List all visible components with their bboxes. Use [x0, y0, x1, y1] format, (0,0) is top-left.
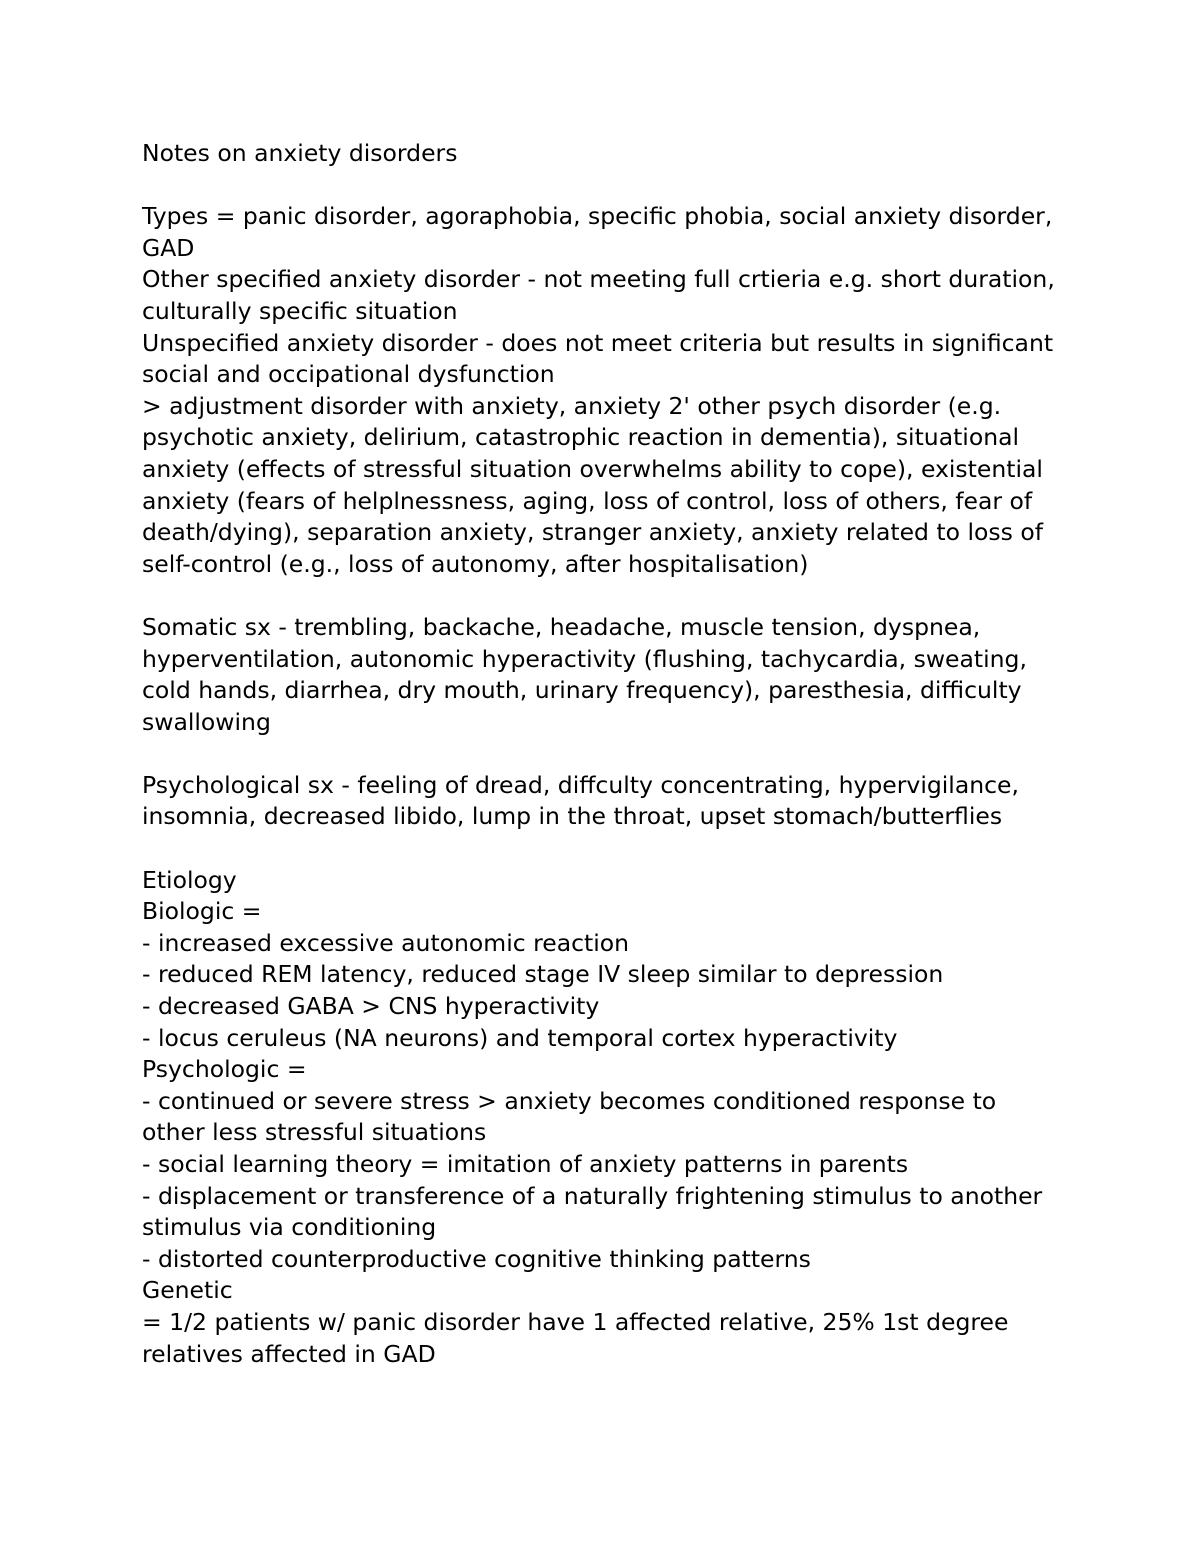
list-item: - distorted counterproductive cognitive thinking patterns — [142, 1244, 811, 1273]
text-line: stimulus via conditioning — [142, 1213, 437, 1242]
list-item: - displacement or transference of a naturally frightening stimulus to another — [142, 1181, 1043, 1210]
list-item: - reduced REM latency, reduced stage IV sleep similar to depression — [142, 960, 944, 989]
list-item: - social learning theory = imitation of anxiety patterns in parents — [142, 1150, 909, 1178]
list-item: - locus ceruleus (NA neurons) and temporal cortex hyperactivity — [142, 1023, 898, 1052]
document-page — [142, 138, 1102, 1370]
psychological-section — [142, 770, 1102, 833]
list-item: - increased excessive autonomic reaction — [142, 928, 630, 957]
text-line: death/dying), separation anxiety, stranger anxiety, anxiety related to loss of — [142, 518, 1044, 547]
text-line: = 1/2 patients w/ panic disorder have 1 affected relative, 25% 1st degree — [142, 1307, 1009, 1336]
text-line: anxiety (effects of stressful situation overwhelms ability to cope), existential — [142, 454, 1043, 483]
etiology-section — [142, 865, 1102, 1371]
text-line: swallowing — [142, 707, 271, 736]
blank-line — [142, 170, 1102, 202]
text-line: self-control (e.g., loss of autonomy, after hospitalisation) — [142, 549, 809, 578]
blank-line — [142, 580, 1102, 612]
blank-line — [142, 738, 1102, 770]
section-heading: Etiology — [142, 865, 237, 894]
types-section — [142, 201, 1102, 580]
blank-line — [142, 833, 1102, 865]
subheading: Genetic — [142, 1276, 233, 1305]
text-line: culturally specific situation — [142, 296, 458, 325]
text-line: insomnia, decreased libido, lump in the throat, upset stomach/butterflies — [142, 802, 1003, 831]
list-item: - continued or severe stress > anxiety becomes conditioned response to — [142, 1086, 997, 1115]
somatic-section — [142, 612, 1102, 738]
subheading: Biologic = — [142, 897, 262, 926]
text-line: psychotic anxiety, delirium, catastrophic reaction in dementia), situational — [142, 423, 1020, 452]
list-item: - decreased GABA > CNS hyperactivity — [142, 992, 600, 1021]
text-line: hyperventilation, autonomic hyperactivity (flushing, tachycardia, sweating, — [142, 644, 1027, 673]
text-line: cold hands, diarrhea, dry mouth, urinary frequency), paresthesia, difficulty — [142, 676, 1022, 705]
text-line: Somatic sx - trembling, backache, headache, muscle tension, dyspnea, — [142, 612, 981, 641]
text-line: other less stressful situations — [142, 1118, 487, 1147]
text-line: Unspecified anxiety disorder - does not meet criteria but results in significant — [142, 328, 1054, 357]
document-title: Notes on anxiety disorders — [142, 139, 458, 167]
text-line: GAD — [142, 233, 195, 262]
subheading: Psychologic = — [142, 1055, 307, 1084]
text-line: Psychological sx - feeling of dread, diffculty concentrating, hypervigilance, — [142, 770, 1019, 799]
text-line: social and occipational dysfunction — [142, 360, 555, 389]
text-line: Other specified anxiety disorder - not meeting full crtieria e.g. short duration, — [142, 265, 1055, 294]
text-line: Types = panic disorder, agoraphobia, specific phobia, social anxiety disorder, — [142, 202, 1053, 231]
text-line: anxiety (fears of helplnessness, aging, loss of control, loss of others, fear of — [142, 486, 1033, 515]
text-line: relatives affected in GAD — [142, 1339, 436, 1368]
text-line: > adjustment disorder with anxiety, anxiety 2' other psych disorder (e.g. — [142, 391, 1002, 420]
